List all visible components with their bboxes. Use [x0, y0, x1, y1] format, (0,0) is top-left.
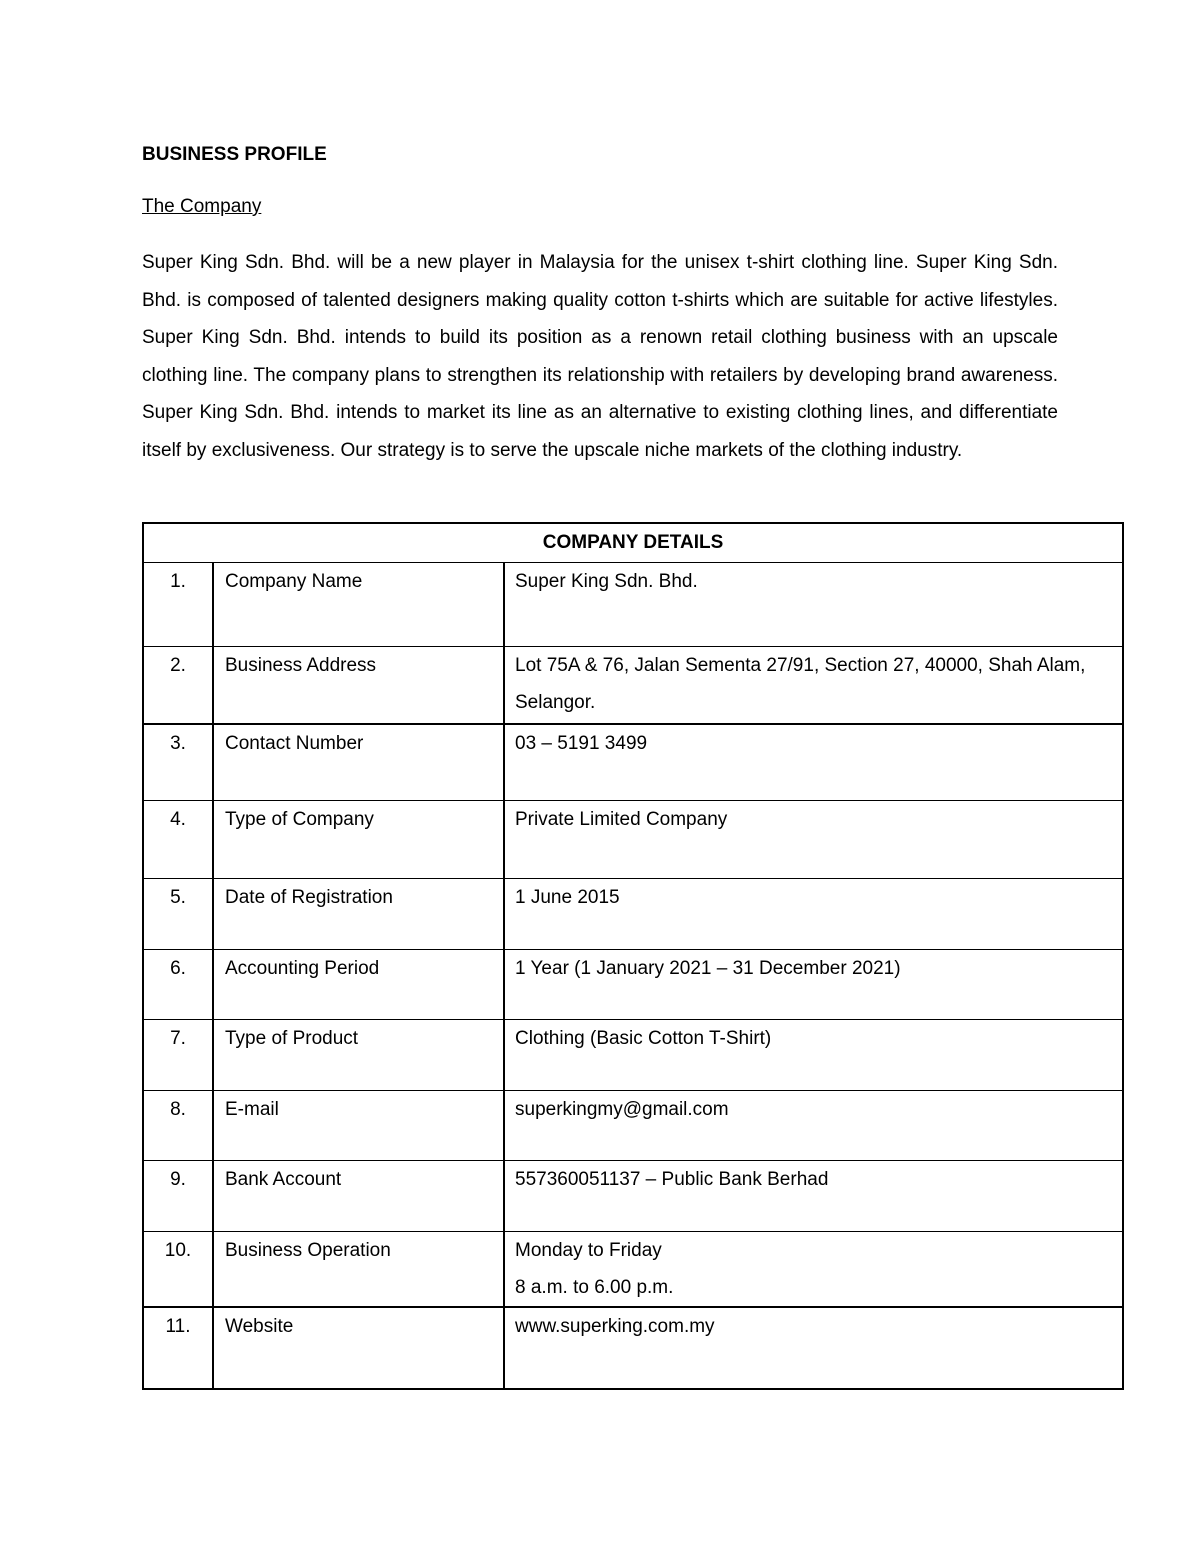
row-value	[504, 949, 1123, 1019]
row-value-line: Monday to Friday	[515, 1239, 662, 1261]
row-number: 6.	[143, 949, 213, 1019]
table-row	[143, 724, 1123, 800]
row-label: E-mail	[213, 1090, 504, 1160]
table-row	[143, 1160, 1123, 1231]
table-heading-row	[143, 523, 1123, 562]
table-row	[143, 646, 1123, 724]
row-value-line: 03 – 5191 3499	[515, 733, 648, 754]
row-number: 11.	[143, 1307, 213, 1389]
row-label: Business Operation	[213, 1231, 504, 1307]
row-value-line: Private Limited Company	[515, 808, 728, 830]
row-value-line: Clothing (Basic Cotton T-Shirt)	[515, 1027, 772, 1049]
row-value	[504, 646, 1123, 724]
table-row	[143, 1231, 1123, 1307]
row-value	[504, 1090, 1123, 1160]
page-title: BUSINESS PROFILE	[142, 144, 327, 165]
row-value-line: superkingmy@gmail.com	[515, 1098, 729, 1120]
row-label: Date of Registration	[213, 878, 504, 949]
row-label: Company Name	[213, 562, 504, 646]
row-number: 5.	[143, 878, 213, 949]
row-value	[504, 1231, 1123, 1307]
row-value-line: 1 June 2015	[515, 886, 620, 908]
row-value	[504, 878, 1123, 949]
row-value-line: 557360051137 – Public Bank Berhad	[515, 1168, 829, 1190]
table-row	[143, 800, 1123, 878]
section-heading: The Company	[142, 196, 262, 217]
table-heading: COMPANY DETAILS	[143, 523, 1123, 562]
intro-paragraph: Super King Sdn. Bhd. will be a new player in Malaysia for the unisex t-shirt clothing line. Super King Sdn. Bhd. is composed of talented designers making quality cotton t-shirts which are suitable for active lifestyles. Super King Sdn. Bhd. intends to build its position as a renown retail clothing business with an upscale clothing line. The company plans to strengthen its relationship with retailers by developing brand awareness. Super King Sdn. Bhd. intends to market its line as an alternative to existing clothing lines, and differentiate itself by exclusiveness. Our strategy is to serve the upscale niche markets of the clothing industry.	[142, 252, 1058, 461]
row-number: 1.	[143, 562, 213, 646]
row-label: Type of Product	[213, 1019, 504, 1090]
row-number: 3.	[143, 724, 213, 800]
row-number: 7.	[143, 1019, 213, 1090]
row-label: Accounting Period	[213, 949, 504, 1019]
row-label: Type of Company	[213, 800, 504, 878]
row-number: 8.	[143, 1090, 213, 1160]
row-value	[504, 562, 1123, 646]
table-row	[143, 1307, 1123, 1389]
row-number: 4.	[143, 800, 213, 878]
row-value	[504, 800, 1123, 878]
row-label: Bank Account	[213, 1160, 504, 1231]
row-label: Business Address	[213, 646, 504, 724]
row-value-line: 8 a.m. to 6.00 p.m.	[515, 1276, 674, 1298]
row-value-line: 1 Year (1 January 2021 – 31 December 2021)	[515, 957, 901, 979]
table-row	[143, 949, 1123, 1019]
row-label: Website	[213, 1307, 504, 1389]
table-row	[143, 562, 1123, 646]
table-row	[143, 1019, 1123, 1090]
row-value	[504, 1160, 1123, 1231]
row-value-line: www.superking.com.my	[515, 1316, 715, 1337]
row-label: Contact Number	[213, 724, 504, 800]
row-value-line: Super King Sdn. Bhd.	[515, 570, 698, 592]
row-number: 10.	[143, 1231, 213, 1307]
row-value-line: Lot 75A & 76, Jalan Sementa 27/91, Section 27, 40000, Shah Alam, Selangor.	[515, 654, 1086, 713]
table-row	[143, 1090, 1123, 1160]
row-value	[504, 724, 1123, 800]
company-details-table	[142, 522, 1124, 1390]
table-row	[143, 878, 1123, 949]
row-number: 2.	[143, 646, 213, 724]
row-value	[504, 1019, 1123, 1090]
row-number: 9.	[143, 1160, 213, 1231]
row-value	[504, 1307, 1123, 1389]
